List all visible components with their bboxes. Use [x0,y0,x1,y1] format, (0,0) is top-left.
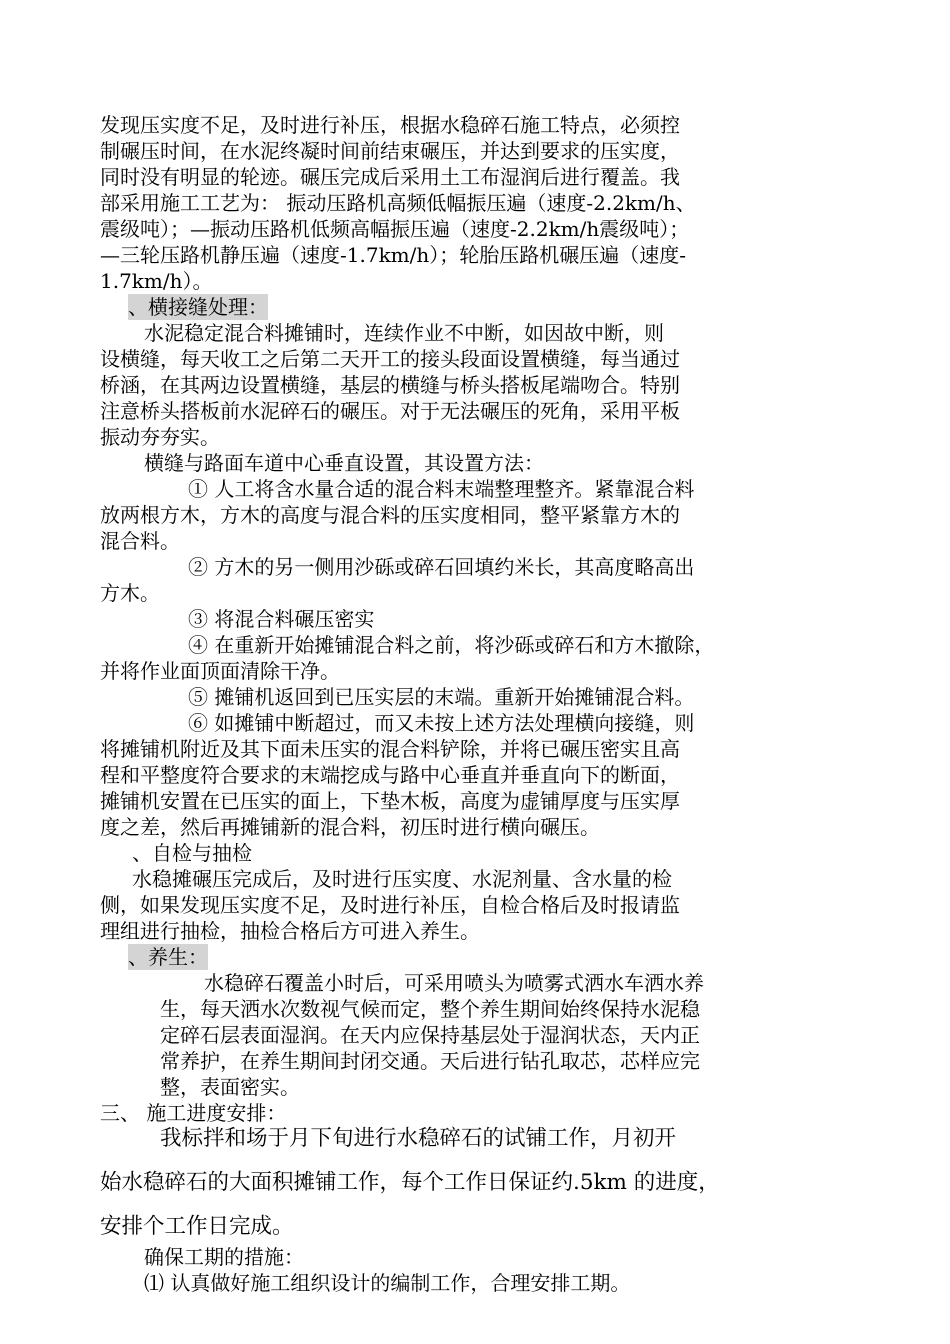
text-line: 震级吨）；—振动压路机低频高幅振压遍（速度-2.2km/h震级吨）； [100,217,690,241]
text-line: 1.7km/h）。 [100,269,213,293]
text-line: 振动夯夯实。 [100,425,220,449]
text-line: 放两根方木，方木的高度与混合料的压实度相同，整平紧靠方木的 [100,503,680,527]
text-line: 将摊铺机附近及其下面未压实的混合料铲除，并将已碾压密实且高 [100,737,680,761]
section-heading: 、横接缝处理： [128,295,268,319]
text-line: 始水稳碎石的大面积摊铺工作，每个工作日保证约.5km 的进度， [100,1170,720,1195]
text-line: 侧，如果发现压实度不足，及时进行补压，自检合格后及时报请监 [100,893,680,917]
text-line: 混合料。 [100,529,180,553]
text-line: 桥涵，在其两边设置横缝，基层的横缝与桥头搭板尾端吻合。特别 [100,373,680,397]
text-line: 发现压实度不足，及时进行补压，根据水稳碎石施工特点，必须控 [100,113,680,137]
text-line: 摊铺机安置在已压实的面上，下垫木板，高度为虚铺厚度与压实厚 [100,789,680,813]
text-line: 设横缝，每天收工之后第二天开工的接头段面设置横缝，每当通过 [100,347,680,371]
text-line: 安排个工作日完成。 [100,1214,294,1239]
text-line: 制碾压时间，在水泥终凝时间前结束碾压，并达到要求的压实度， [100,139,680,163]
text-line: 水稳摊碾压完成后，及时进行压实度、水泥剂量、含水量的检 [132,867,672,891]
text-line: 度之差，然后再摊铺新的混合料，初压时进行横向碾压。 [100,815,600,839]
text-line: 横缝与路面车道中心垂直设置，其设置方法： [144,451,544,475]
text-line: 程和平整度符合要求的末端挖成与路中心垂直并垂直向下的断面， [100,763,680,787]
text-line: 注意桥头搭板前水泥碎石的碾压。对于无法碾压的死角，采用平板 [100,399,680,423]
section-heading: 、自检与抽检 [132,841,252,865]
list-item: ④ 在重新开始摊铺混合料之前，将沙砾或碎石和方木撤除， [188,633,715,657]
text-line: 水稳碎石覆盖小时后，可采用喷头为喷雾式洒水车洒水养 [204,971,704,995]
section-heading: 三、 施工进度安排： [100,1101,287,1125]
text-line: 部采用施工工艺为： 振动压路机高频低幅振压遍（速度-2.2km/h、 [100,191,696,215]
text-line: 方木。 [100,581,160,605]
text-line: 常养护，在养生期间封闭交通。天后进行钻孔取芯，芯样应完 [160,1049,700,1073]
text-line: 整，表面密实。 [160,1075,300,1099]
section-heading: 、养生： [128,945,208,969]
list-item: ② 方木的另一侧用沙砾或碎石回填约米长，其高度略高出 [188,555,695,579]
list-item: ⑴ 认真做好施工组织设计的编制工作，合理安排工期。 [144,1271,631,1295]
text-line: —三轮压路机静压遍（速度-1.7km/h）；轮胎压路机碾压遍（速度- [100,243,687,267]
text-line: 理组进行抽检，抽检合格后方可进入养生。 [100,919,480,943]
text-line: 我标拌和场于月下旬进行水稳碎石的试铺工作，月初开 [160,1126,677,1151]
text-line: 并将作业面顶面清除干净。 [100,659,340,683]
list-item: ⑤ 摊铺机返回到已压实层的末端。重新开始摊铺混合料。 [188,685,695,709]
list-item: ① 人工将含水量合适的混合料末端整理整齐。紧靠混合料 [188,477,695,501]
text-line: 定碎石层表面湿润。在天内应保持基层处于湿润状态，天内正 [160,1023,700,1047]
text-line: 同时没有明显的轮迹。碾压完成后采用土工布湿润后进行覆盖。我 [100,165,680,189]
list-item: ⑥ 如摊铺中断超过，而又未按上述方法处理横向接缝，则 [188,711,695,735]
text-line: 水泥稳定混合料摊铺时，连续作业不中断，如因故中断，则 [144,321,664,345]
text-line: 确保工期的措施： [144,1245,304,1269]
text-line: 生，每天洒水次数视气候而定，整个养生期间始终保持水泥稳 [160,997,700,1021]
list-item: ③ 将混合料碾压密实 [188,607,375,631]
